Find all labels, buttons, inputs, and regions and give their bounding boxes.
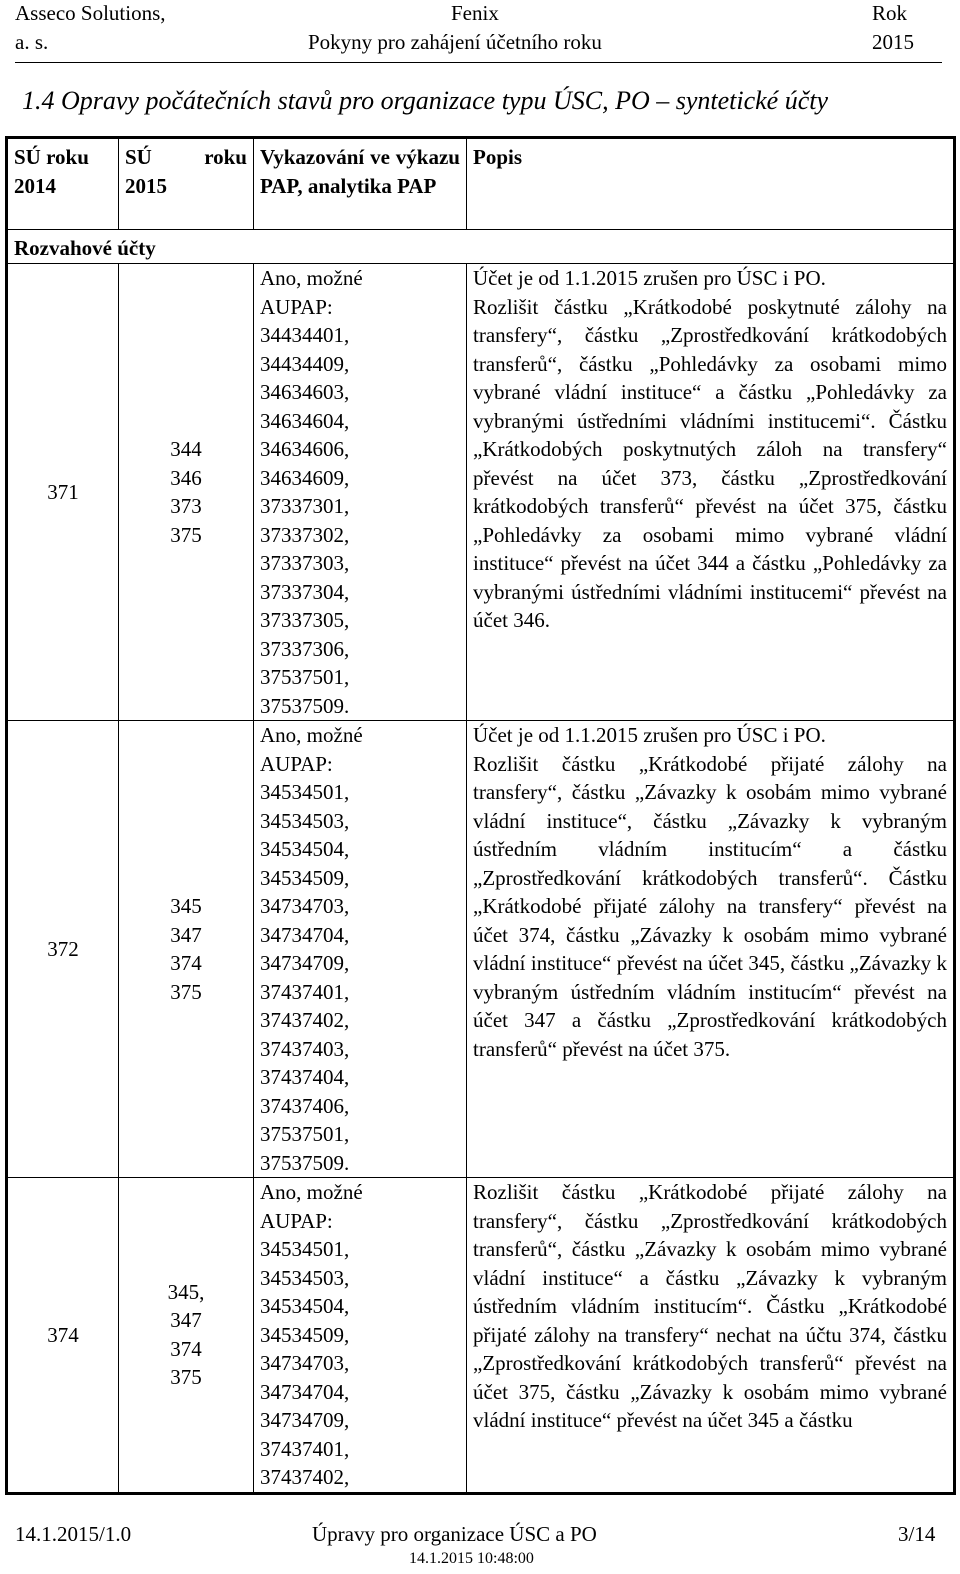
popis-text: Rozlišit částku „Krátkodobé přijaté zálohy na transfery“, částku „Zprostředkování krátkodobých transferů“, částku „Závazky k osobám mimo vybrané vládní instituce“ a částku „Závazky k vybraným ústředním vládním institucím“. Částku „Krátkodobé přijaté zálohy na transfery“ nechat na účtu 374, částku „Zprostředkování krátkodobých transferů“ převést na účet 375, částku „Závazky k osobám mimo vybrané vládní instituce“ převést na účet 345 a částku [473, 1180, 947, 1432]
popis-title: Účet je od 1.1.2015 zrušen pro ÚSC i PO. [473, 266, 826, 290]
cell-pap: Ano, možné AUPAP: 34534501, 34534503, 34534504, 34534509, 34734703, 34734704, 34734709, 37437401, 37437402, [254, 1178, 467, 1494]
popis-text: Rozlišit částku „Krátkodobé přijaté zálohy na transfery“, částku „Závazky k osobám mimo vybrané vládní instituce“, částku „Závazky k vybraným ústředním vládním institucím“ a částku „Zprostředkování krátkodobých transferů“. Částku „Krátkodobé přijaté zálohy na transfery“ převést na účet 374, částku „Závazky k osobám mimo vybrané vládní instituce“ převést na účet 345, částku „Závazky k vybraným ústředním vládním institucím“ převést na účet 347 a částku „Zprostředkování krátkodobých transferů“ převést na účet 375. [473, 751, 947, 1061]
cell-popis [467, 264, 955, 721]
table-row [7, 1178, 955, 1494]
cell-su-2015: 345, 347 374 375 [119, 1178, 254, 1494]
cell-su-2015: 345 347 374 375 [119, 721, 254, 1178]
company-legal-form: a. s. [15, 30, 49, 54]
company-name: Asseco Solutions, [15, 1, 166, 25]
cell-popis [467, 721, 955, 1178]
footer-timestamp: 14.1.2015 10:48:00 [409, 1550, 534, 1567]
cell-popis [467, 1178, 955, 1494]
footer-page-number: 3/14 [898, 1522, 936, 1546]
accounts-table [5, 136, 956, 1495]
footer-version: 14.1.2015/1.0 [15, 1522, 132, 1546]
table-row [7, 264, 955, 721]
cell-pap: Ano, možné AUPAP: 34434401, 34434409, 34634603, 34634604, 34634606, 34634609, 37337301, 37337302, 37337303, 37337304, 37337305, 37337306, 37537501, 37537509. [254, 264, 467, 721]
cell-su-2014: 374 [7, 1178, 119, 1494]
cell-pap: Ano, možné AUPAP: 34534501, 34534503, 34534504, 34534509, 34734703, 34734704, 34734709, 37437401, 37437402, 37437403, 37437404, 37437406, 37537501, 37537509. [254, 721, 467, 1178]
section-title: 1.4 Opravy počátečních stavů pro organizace typu ÚSC, PO – syntetické účty [22, 86, 829, 115]
footer-title: Úpravy pro organizace ÚSC a PO [312, 1522, 597, 1546]
cell-su-2015: 344 346 373 375 [119, 264, 254, 721]
header-su-2014: SÚ roku 2014 [7, 138, 119, 230]
table-header-row [7, 138, 955, 230]
cell-su-2014: 371 [7, 264, 119, 721]
year-value: 2015 [872, 30, 914, 54]
year-label: Rok [872, 1, 908, 25]
page-header [0, 0, 960, 64]
group-row [7, 230, 955, 264]
product-name: Fenix [451, 1, 499, 25]
header-popis: Popis [467, 138, 955, 230]
group-label: Rozvahové účty [7, 230, 955, 264]
cell-su-2014: 372 [7, 721, 119, 1178]
document-title: Pokyny pro zahájení účetního roku [308, 30, 602, 54]
header-pap: Vykazování ve výkazu PAP, analytika PAP [254, 138, 467, 230]
page-footer [0, 1522, 960, 1574]
table-row [7, 721, 955, 1178]
popis-text: Rozlišit částku „Krátkodobé poskytnuté zálohy na transfery“, částku „Zprostředkování krátkodobých transferů“, částku „Pohledávky za osobami mimo vybrané vládní instituce“ a částku „Pohledávky za vybranými ústředními vládními institucemi“. Částku „Krátkodobých poskytnutých záloh na transfery“ převést na účet 373, částku „Zprostředkování krátkodobých transferů“ převést na účet 375, částku „Pohledávky za osobami mimo vybrané vládní instituce“ převést na účet 344 a částku „Pohledávky za vybranými ústředními vládními institucemi“ převést na účet 346. [473, 294, 947, 632]
popis-title: Účet je od 1.1.2015 zrušen pro ÚSC i PO. [473, 723, 826, 747]
header-divider [15, 62, 942, 63]
header-su-2015: SÚ roku 2015 [119, 138, 254, 230]
